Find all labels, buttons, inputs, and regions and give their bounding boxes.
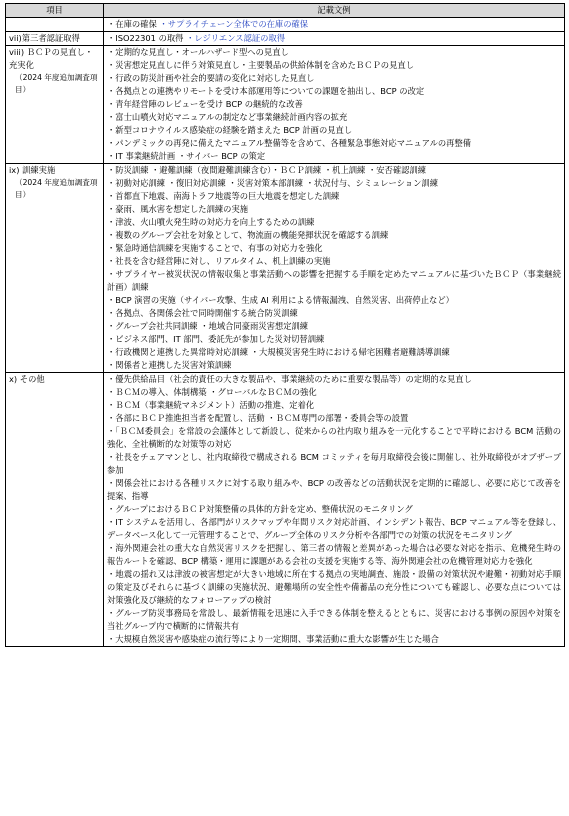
list-item: ・緊急時通信訓練を実施することで、有事の対応力を強化 [107, 243, 323, 253]
list-item: ・サプライヤー被災状況の情報収集と事業活動への影響を把握する手順を定めたマニュアルに基づいたＢＣＰ（事業継続計画）訓練 [107, 269, 561, 292]
example-table [5, 3, 565, 647]
list-item: ・グループにおけるＢＣＰ対策整備の具体的方針を定め、整備状況のモニタリング [107, 504, 413, 514]
list-item: ・在庫の確保 ・サプライチェーン全体での在庫の確保 [107, 19, 309, 29]
list-item: ・パンデミックの再発に備えたマニュアル整備等を含めて、各種緊急事態対応マニュアルの再整備 [107, 138, 472, 148]
table-row [6, 18, 565, 32]
list-item: ・災害想定見直しに伴う対策見直し・主要製品の供給体制を含めたＢＣＰの見直し [107, 60, 414, 70]
list-item: ・初動対応訓練 ・復旧対応訓練 ・災害対策本部訓練 ・状況付与、シミュレーション訓練 [107, 178, 438, 188]
list-item: ・海外関連会社の重大な自然災害リスクを把握し、第三者の情報と差異があった場合は必要な対応を指示、危機発生時の報告ルートを確認、BCP 構築・運用に課題がある会社の支援を実施する等、海外関連会社の危機管理対応力を強化 [107, 543, 561, 566]
row-label [6, 18, 104, 32]
list-item: ・グループ防災事務局を常設し、最新情報を迅速に入手できる体制を整えるとともに、災害における事例の原因や対策を当社グループ内で横断的に情報共有 [107, 608, 561, 631]
header-item: 項目 [6, 4, 104, 18]
table-row [6, 373, 565, 647]
list-item: ・定期的な見直し・オールハザード型への見直し [107, 47, 289, 57]
list-item: ・豪雨、風水害を想定した訓練の実施 [107, 204, 249, 214]
list-item: ・各部にＢＣＰ推進担当者を配置し、活動 ・ＢＣＭ専門の部署・委員会等の設置 [107, 413, 409, 423]
row-label: x) その他 [6, 373, 104, 647]
row-content [104, 32, 565, 46]
list-item: ・行政の防災計画や社会的要請の変化に対応した見直し [107, 73, 315, 83]
row-content [104, 46, 565, 164]
list-item: ・ビジネス部門、IT 部門、委託先が参加した災対切替訓練 [107, 334, 325, 344]
list-item: ・新型コロナウイルス感染症の経験を踏まえた BCP 計画の見直し [107, 125, 353, 135]
list-item: ・各拠点、各関係会社で同時開催する統合防災訓練 [107, 308, 298, 318]
list-item: ・グループ会社共同訓練 ・地域合同豪雨災害想定訓練 [107, 321, 309, 331]
list-item: ・ＢＣＭの導入、体制構築 ・グローバルなＢＣＭの強化 [107, 387, 317, 397]
list-item: ・津波、火山噴火発生時の対応力を向上するための訓練 [107, 217, 315, 227]
list-item: ・社長をチェアマンとし、社内取締役で構成される BCM コミッティを毎月取締役会後に開催し、社外取締役がオブザーブ参加 [107, 452, 561, 475]
list-item: ・関係者と連携した災害対策訓練 [107, 360, 232, 370]
highlighted-text: ・サプライチェーン全体での在庫の確保 [159, 19, 309, 29]
list-item: ・ＢＣＭ（事業継続マネジメント）活動の推進、定着化 [107, 400, 315, 410]
row-label-note: （2024 年度追加調査項目） [15, 73, 98, 94]
row-content [104, 373, 565, 647]
row-label: vii)第三者認証取得 [6, 32, 104, 46]
row-label-note: （2024 年度追加調査項目） [15, 178, 98, 199]
list-item: ・地震の揺れ又は津波の被害想定が大きい地域に所在する拠点の実地調査、施設・設備の対策状況や避難・初動対応手順の策定及びそれらに基づく訓練の実施状況、避難場所の安全性や備蓄品の充分性についても確認し、必要な点については対策強化及び継続的なフォローアップの検討 [107, 569, 561, 605]
header-example: 記載文例 [104, 4, 565, 18]
list-item: ・行政機関と連携した異常時対応訓練 ・大規模災害発生時における帰宅困難者避難誘導訓練 [107, 347, 450, 357]
table-header-row [6, 4, 565, 18]
table-row [6, 46, 565, 164]
list-item: ・ISO22301 の取得 ・レジリエンス認証の取得 [107, 33, 286, 43]
list-item: ・防災訓練 ・避難訓練（夜間避難訓練含む）・ＢＣＰ訓練 ・机上訓練 ・安否確認訓練 [107, 165, 427, 175]
list-item: ・複数のグループ会社を対象として、物流面の機能発揮状況を確認する訓練 [107, 230, 389, 240]
list-item: ・優先供給品目（社会的責任の大きな製品や、事業継続のために重要な製品等）の定期的な見直し [107, 374, 472, 384]
list-item: ・BCP 演習の実施（サイバー攻撃、生成 AI 利用による情報漏洩、自然災害、出荷停止など） [107, 295, 454, 305]
row-content [104, 18, 565, 32]
row-label: viii) ＢＣＰの見直し・充実化 （2024 年度追加調査項目） [6, 46, 104, 164]
table-row [6, 164, 565, 373]
list-item: ・富士山噴火対応マニュアルの制定など事業継続計画内容の拡充 [107, 112, 348, 122]
list-item: ・社長を含む経営陣に対し、リアルタイム、机上訓練の実施 [107, 256, 331, 266]
table-row [6, 32, 565, 46]
list-item: ・青年経営陣のレビューを受け BCP の継続的な改善 [107, 99, 303, 109]
list-item: ・大規模自然災害や感染症の流行等により一定期間、事業活動に重大な影響が生じた場合 [107, 634, 439, 644]
list-item: ・IT 事業継続計画 ・サイバー BCP の策定 [107, 151, 266, 161]
list-item: ・「ＢＣＭ委員会」を常設の会議体として新設し、従来からの社内取り組みを一元化することで平時における BCM 活動の強化、全社横断的な対策等の対応 [107, 426, 561, 449]
list-item: ・各拠点との連携やリモートを受け本部運用等についての課題を抽出し、BCP の改定 [107, 86, 425, 96]
highlighted-text: ・レジリエンス認証の取得 [186, 33, 286, 43]
list-item: ・関係会社における各種リスクに対する取り組みや、BCP の改善などの活動状況を定期的に確認し、必要に応じて改善を提案、指導 [107, 478, 561, 501]
list-item: ・首都直下地震、南海トラフ地震等の巨大地震を想定した訓練 [107, 191, 340, 201]
row-label: ix) 訓練実施 （2024 年度追加調査項目） [6, 164, 104, 373]
row-content [104, 164, 565, 373]
list-item: ・IT システムを活用し、各部門がリスクマップや年間リスク対応計画、インシデント報告、BCP マニュアル等を登録し、データベース化して一元管理することで、グループ全体のリスク分析や各部門での対策の状況をモニタリング [107, 517, 561, 540]
